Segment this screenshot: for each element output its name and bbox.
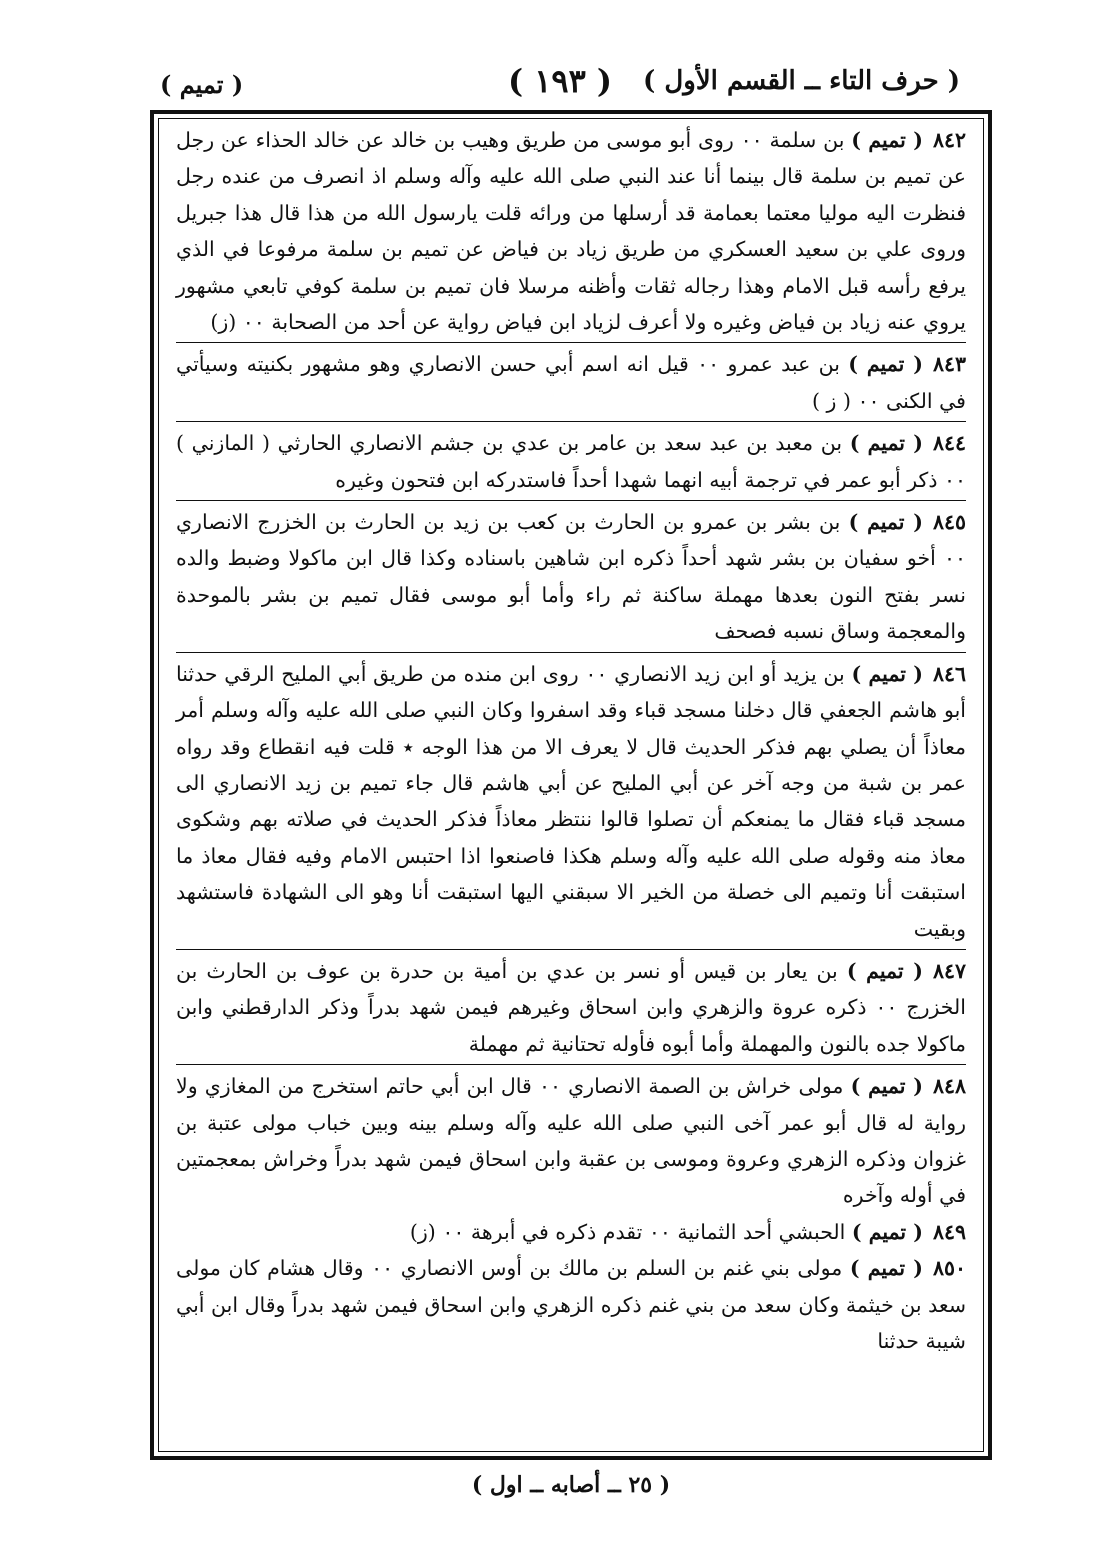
- entry-number: ٨٥٠: [932, 1256, 967, 1281]
- entry-844: [176, 421, 966, 498]
- footer-signature: ( ٢٥ ــ أصابه ــ اول ): [471, 1472, 671, 1498]
- entry-843: [176, 342, 966, 419]
- entry-name: ( تميم ): [849, 431, 923, 456]
- running-name: ( تميم ): [160, 70, 244, 99]
- entry-847: [176, 949, 966, 1062]
- entry-text: بن عبد عمرو ٠٠ قيل انه اسم أبي حسن الانصاري وهو مشهور بكنيته وسيأتي في الكنى ٠٠ ( ز ): [176, 352, 966, 413]
- entry-845: [176, 500, 966, 650]
- entry-name: ( تميم ): [848, 352, 923, 377]
- entry-number: ٨٤٦: [932, 661, 967, 686]
- entry-name: ( تميم ): [851, 128, 923, 152]
- entry-name: ( تميم ): [851, 661, 923, 686]
- entry-text: بن بشر بن عمرو بن الحارث بن كعب بن زيد بن الحارث بن الخزرج الانصاري ٠٠ أخو سفيان بن بشر شهد أحداً ذكره ابن شاهين باسناده وكذا قال ابن ماكولا وضبط والده نسر بفتح النون بعدها مهملة ساكنة ثم راء وأما أبو موسى فقال تميم بن بشر بالموحدة والمعجمة وساق نسبه فصحف: [176, 510, 966, 644]
- entry-text: بن يعار بن قيس أو نسر بن عدي بن أمية بن حدرة بن عوف بن الحارث بن الخزرج ٠٠ ذكره عروة والزهري وابن اسحاق وغيرهم فيمن شهد بدراً وذكر الدارقطني وابن ماكولا جده بالنون والمهملة وأما أبوه فأوله تحتانية ثم مهملة: [176, 958, 966, 1056]
- entry-846: [176, 652, 966, 947]
- entry-text: مولى بني غنم بن السلم بن مالك بن أوس الانصاري ٠٠ وقال هشام كان مولى سعد بن خيثمة وكان سعد من بني غنم ذكره الزهري وابن اسحاق فيمن شهد بدراً وقال ابن أبي شيبة حدثنا: [176, 1256, 966, 1353]
- entry-text: بن معبد بن عبد سعد بن عامر بن عدي بن جشم الانصاري الحارثي ( المازني ) ٠٠ ذكر أبو عمر في ترجمة أبيه انهما شهدا أحداً فاستدركه ابن فتحون وغيره: [176, 431, 966, 492]
- entry-849: [176, 1214, 966, 1250]
- entry-842: [176, 122, 966, 340]
- entry-name: ( تميم ): [846, 958, 923, 983]
- entry-name: ( تميم ): [850, 1074, 923, 1099]
- entry-number: ٨٤٧: [932, 958, 966, 983]
- entry-text: الحبشي أحد الثمانية ٠٠ تقدم ذكره في أبرهة ٠٠ (ز): [409, 1219, 852, 1244]
- entry-number: ٨٤٥: [932, 510, 966, 535]
- entry-number: ٨٤٤: [932, 431, 967, 456]
- main-text: [176, 122, 966, 1442]
- entry-number: ٨٤٨: [932, 1074, 966, 1099]
- entry-848: [176, 1064, 966, 1214]
- entry-text: بن سلمة ٠٠ روى أبو موسى من طريق وهيب بن خالد عن خالد الحذاء عن رجل عن تميم بن سلمة قال بينما أنا عند النبي صلى الله عليه وآله وسلم اذ انصرف من عنده رجل فنظرت اليه موليا معتما بعمامة قد أرسلها من ورائه قلت يارسول الله من هذا قال هذا جبريل وروى علي بن سعيد العسكري من طريق زياد بن فياض عن تميم بن سلمة مرفوعا في الذي يرفع رأسه قبل الامام وهذا رجاله ثقات وأظنه مرسلا فان تميم بن سلمة كوفي تابعي مشهور يروي عنه زياد بن فياض وغيره ولا أعرف لزياد ابن فياض رواية عن أحد من الصحابة ٠٠ (ز): [176, 128, 966, 335]
- entry-number: ٨٤٩: [932, 1219, 966, 1244]
- entry-number: ٨٤٢: [932, 128, 966, 152]
- section-title: ( حرف التاء ــ القسم الأول ): [643, 66, 960, 96]
- entry-850: [176, 1250, 966, 1359]
- entry-name: ( تميم ): [849, 1256, 923, 1281]
- entry-text: مولى خراش بن الصمة الانصاري ٠٠ قال ابن أبي حاتم استخرج من المغازي ولا رواية له قال أبو عمر آخى النبي صلى الله عليه وآله وسلم بينه وبين خباب مولى عتبة بن غزوان وذكره الزهري وعروة وموسى بن عقبة وابن اسحاق فيمن شهد بدراً وخراش بمعجمتين في أوله وآخره: [176, 1074, 966, 1208]
- page-number: ( ١٩٣ ): [507, 62, 613, 100]
- entry-text: بن يزيد أو ابن زيد الانصاري ٠٠ روى ابن منده من طريق أبي المليح الرقي حدثنا أبو هاشم الجعفي قال دخلنا مسجد قباء وقد اسفروا وكان النبي صلى الله عليه وآله وسلم أمر معاذاً أن يصلي بهم فذكر الحديث قال لا يعرف الا من هذا الوجه ٭ قلت فيه انقطاع وقد رواه عمر بن شبة من وجه آخر عن أبي المليح عن أبي هاشم قال جاء تميم بن زيد الانصاري الى مسجد قباء فقال ما يمنعكم أن تصلوا قالوا ننتظر معاذاً فذكر الحديث في صلاته بهم وشكوى معاذ منه وقوله صلى الله عليه وآله وسلم هكذا فاصنعوا اذا احتبس الامام وفيه فقال معاذ ما استبقت أنا وتميم الى خصلة من الخير الا سبقني اليها استبقت أنا وهو الى الشهادة فاستشهد وبقيت: [176, 661, 966, 941]
- entry-number: ٨٤٣: [932, 352, 966, 377]
- page-header: [160, 62, 960, 110]
- entry-name: ( تميم ): [848, 510, 923, 535]
- entry-name: ( تميم ): [851, 1219, 923, 1244]
